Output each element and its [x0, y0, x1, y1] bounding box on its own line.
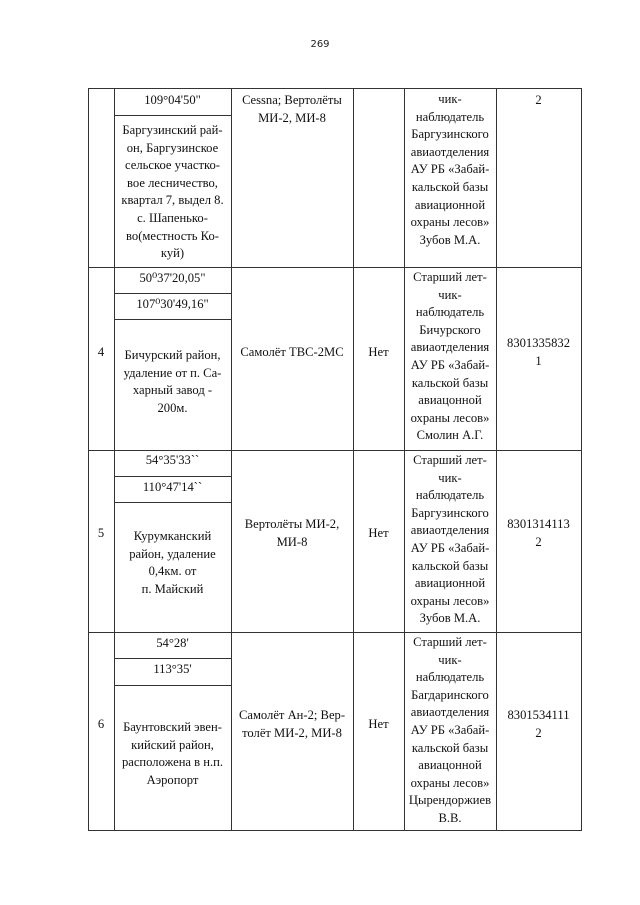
observer: Старший лет- чик- наблюдатель Бичурского авиаотделения АУ РБ «Забай- кальской базы авиацонной охраны лесов» Смолин А.Г. [410, 270, 490, 443]
phone: 8301534111 2 [507, 708, 570, 740]
availability: Нет [368, 526, 389, 540]
aircraft: Вертолёты МИ-2, МИ-8 [244, 517, 340, 549]
coord-divider [114, 319, 231, 320]
coord-divider [114, 658, 231, 659]
row-divider [88, 632, 582, 633]
observer: Старший лет- чик- наблюдатель Багдаринского авиаотделения АУ РБ «Забай- кальской базы авиацонной охраны лесов» Цырендоржиев В.В. [408, 635, 492, 825]
coord-divider [114, 685, 231, 686]
row-number: 4 [97, 345, 105, 359]
aircraft: Cessna; Вертолёты МИ-2, МИ-8 [242, 93, 342, 125]
coord-divider [114, 115, 231, 116]
row-number: 5 [97, 526, 105, 540]
availability: Нет [368, 717, 389, 731]
coord-divider [114, 293, 231, 294]
phone: 8301314113 2 [507, 517, 570, 549]
location: Курумканский район, удаление 0,4км. от п. Майский [129, 529, 216, 596]
latitude: 54°28' [156, 636, 189, 650]
observer: Старший лет- чик- наблюдатель Баргузинского авиаотделения АУ РБ «Забай- кальской базы авиационной охраны лесов» Зубов М.А. [410, 453, 490, 626]
observer: чик- наблюдатель Баргузинского авиаотделения АУ РБ «Забай- кальской базы авиационной охраны лесов» Зубов М.А. [410, 92, 490, 247]
phone: 8301335832 1 [507, 336, 570, 368]
location: Баунтовский эвен- кийский район, расположена в н.п. Аэропорт [121, 720, 224, 787]
row-divider [88, 88, 582, 89]
longitude: 110°47'14`` [142, 480, 203, 494]
row-divider [88, 267, 582, 268]
page-number: 269 [310, 39, 330, 50]
row-divider [88, 830, 582, 831]
row-number: 6 [97, 717, 105, 731]
aircraft: Самолёт ТВС-2МС [240, 345, 344, 359]
phone: 2 [535, 93, 542, 107]
coord-divider [114, 502, 231, 503]
location: Баргузинский рай- он, Баргузинское сельское участко- вое лесничество, квартал 7, выдел 8. с. Шапенько- во(местность Ко- куй) [121, 123, 224, 261]
latitude: 50⁰37'20,05" [139, 271, 206, 285]
coord-divider [114, 476, 231, 477]
row-divider [88, 450, 582, 451]
availability: Нет [368, 345, 389, 359]
longitude: 107⁰30'49,16" [136, 297, 209, 311]
latitude: 54°35'33`` [145, 453, 200, 467]
longitude: 113°35' [153, 662, 192, 676]
table-border-right [581, 88, 582, 831]
location: Бичурский район, удаление от п. Са- харный завод - 200м. [123, 348, 222, 415]
aircraft: Самолёт Ан-2; Вер- толёт МИ-2, МИ-8 [238, 708, 346, 740]
longitude: 109°04'50" [144, 93, 201, 107]
